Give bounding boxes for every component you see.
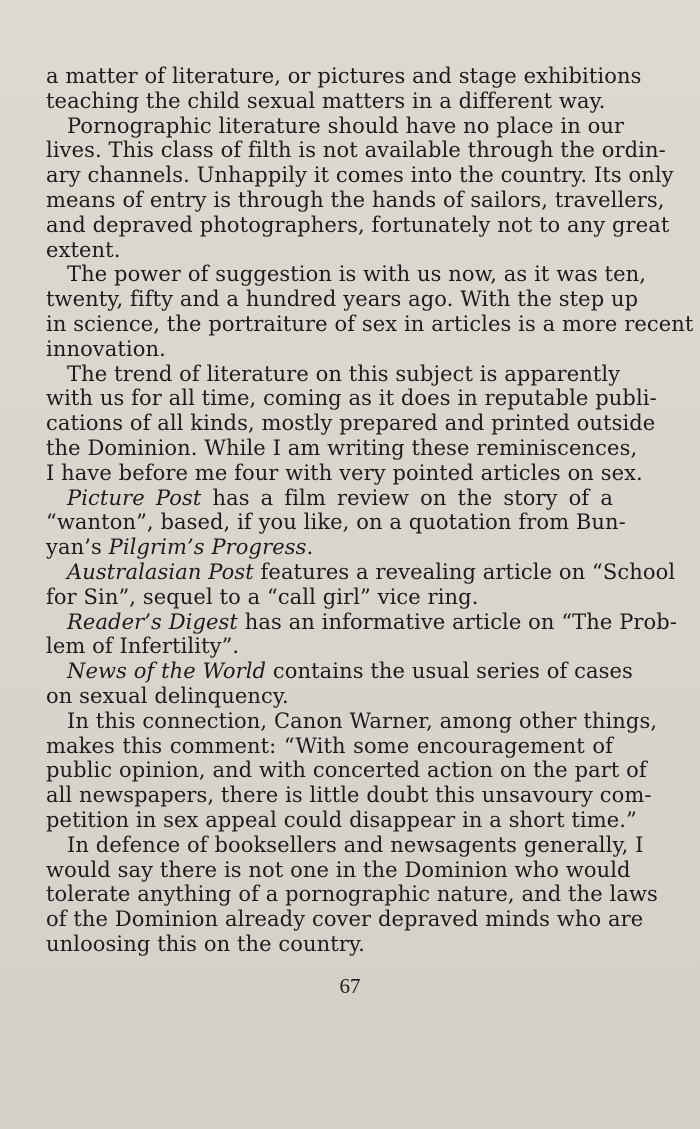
- text-line: [46, 262, 647, 287]
- line-text: public opinion, and with concerted action on the part of: [46, 758, 647, 783]
- text-line: [46, 138, 666, 163]
- text-line: [46, 857, 631, 883]
- line-text: with us for all time, coming as it does in reputable publi-: [46, 386, 657, 411]
- text-line: [46, 734, 613, 759]
- text-line: [46, 907, 644, 932]
- text-line: [46, 634, 613, 659]
- line-text: of the Dominion already cover depraved minds who are: [46, 907, 644, 932]
- text-line: [46, 386, 657, 411]
- line-text: has an informative article on “The Prob-: [237, 609, 678, 634]
- line-text: extent.: [46, 237, 121, 262]
- text-line: [46, 411, 656, 436]
- text-line: [46, 89, 613, 114]
- text-line: [46, 832, 644, 858]
- line-text: in science, the portraiture of sex in articles is a more recent: [46, 311, 694, 336]
- line-text: teaching the child sexual matters in a different way.: [46, 88, 606, 113]
- page-number: 67: [339, 974, 361, 998]
- line-text: .: [306, 535, 314, 560]
- line-text: innovation.: [46, 336, 166, 361]
- line-text: tolerate anything of a pornographic nature, and the laws: [46, 882, 658, 907]
- line-text: a matter of literature, or pictures and stage exhibitions: [46, 64, 642, 88]
- line-text: In defence of booksellers and newsagents generally, I: [67, 832, 644, 857]
- line-text: twenty, fifty and a hundred years ago. With the step up: [46, 287, 639, 312]
- italic-title: Australasian Post: [67, 559, 254, 584]
- line-text: means of entry is through the hands of sailors, travellers,: [46, 187, 665, 212]
- text-line: [46, 212, 670, 238]
- line-text: The power of suggestion is with us now, as it was ten,: [67, 262, 647, 287]
- line-text: In this connection, Canon Warner, among other things,: [67, 708, 658, 733]
- line-text: ary channels. Unhappily it comes into the country. Its only: [46, 163, 674, 188]
- text-line: [46, 758, 647, 783]
- line-text: all newspapers, there is little doubt this unsavoury com-: [46, 783, 652, 808]
- text-line: [46, 559, 676, 585]
- text-line: [46, 684, 613, 709]
- text-line: [46, 708, 658, 734]
- line-text: petition in sex appeal could disappear in a short time.”: [46, 807, 637, 832]
- italic-title: Picture Post: [67, 485, 202, 510]
- text-line: [46, 460, 643, 486]
- line-text: lem of Infertility”.: [46, 634, 240, 659]
- line-text: and depraved photographers, fortunately not to any great: [46, 212, 670, 237]
- line-text: makes this comment: “With some encouragement of: [46, 733, 613, 758]
- text-line: [46, 585, 613, 610]
- line-text: Pornographic literature should have no place in our: [67, 113, 625, 138]
- italic-title: Reader’s Digest: [67, 609, 238, 634]
- line-text: contains the usual series of cases: [266, 659, 633, 684]
- text-line: [46, 510, 626, 535]
- italic-title: Pilgrim’s Progress: [108, 535, 307, 560]
- text-line: [46, 435, 638, 461]
- text-line: [46, 337, 613, 362]
- line-text: cations of all kinds, mostly prepared and printed outside: [46, 411, 656, 436]
- line-text: would say there is not one in the Dominion who would: [46, 857, 631, 882]
- text-line: [46, 163, 674, 188]
- line-text: “wanton”, based, if you like, on a quotation from Bun-: [46, 510, 626, 535]
- text-line: [46, 187, 665, 213]
- text-line: [46, 535, 613, 560]
- line-text: on sexual delinquency.: [46, 683, 289, 708]
- text-line: [46, 783, 652, 808]
- line-text: lives. This class of filth is not available through the ordin-: [46, 138, 666, 163]
- line-text: for Sin”, sequel to a “call girl” vice ring.: [46, 584, 479, 609]
- text-line: [46, 113, 625, 139]
- text-line: [46, 287, 639, 312]
- line-text: has a film review on the story of a: [201, 485, 614, 510]
- text-line: [46, 361, 621, 387]
- line-text: unloosing this on the country.: [46, 931, 365, 956]
- line-text: The trend of literature on this subject is apparently: [67, 361, 621, 386]
- line-text: I have before me four with very pointed articles on sex.: [46, 460, 643, 485]
- line-text: features a revealing article on “School: [253, 559, 676, 584]
- body-text: [46, 64, 694, 957]
- line-text: yan’s: [46, 535, 109, 560]
- text-line: [46, 238, 613, 263]
- line-text: the Dominion. While I am writing these reminiscences,: [46, 435, 638, 460]
- text-line: [46, 311, 694, 337]
- text-line: [46, 64, 642, 89]
- text-line: [46, 882, 658, 907]
- text-line: [46, 932, 613, 957]
- text-line: [46, 609, 678, 635]
- text-line: [46, 807, 637, 833]
- text-line: [46, 659, 633, 684]
- text-line: [46, 486, 613, 511]
- italic-title: News of the World: [67, 659, 267, 684]
